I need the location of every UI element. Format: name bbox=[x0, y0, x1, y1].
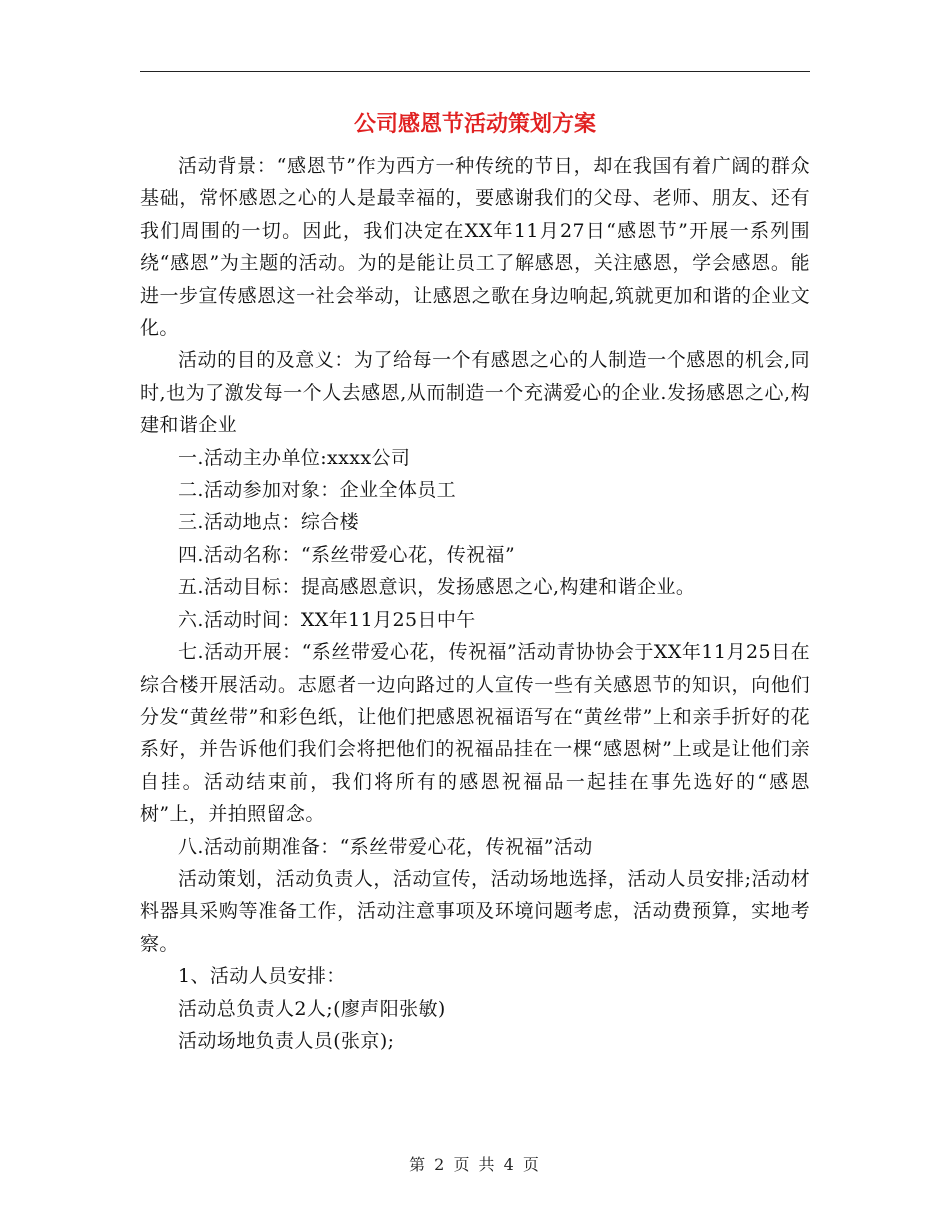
item-preparation: 八.活动前期准备：“系丝带爱心花，传祝福”活动 bbox=[178, 835, 593, 858]
item-activity-name: 四.活动名称：“系丝带爱心花，传祝福” bbox=[178, 543, 516, 566]
item-goal: 五.活动目标：提高感恩意识，发扬感恩之心,构建和谐企业。 bbox=[178, 576, 696, 599]
item-chief-leader: 活动总负责人2人;(廖声阳张敏) bbox=[178, 997, 446, 1020]
document-body bbox=[140, 150, 810, 1057]
page-footer: 第 2 页 共 4 页 bbox=[409, 1155, 541, 1174]
paragraph-purpose: 活动的目的及意义：为了给每一个有感恩之心的人制造一个感恩的机会,同时,也为了激发每一个人去感恩,从而制造一个充满爱心的企业.发扬感恩之心,构建和谐企业 bbox=[140, 349, 810, 437]
item-time: 六.活动时间：XX年11月25日中午 bbox=[178, 608, 476, 631]
subheading-staff-arrangement: 1、活动人员安排： bbox=[178, 965, 346, 988]
paragraph-preparation-details: 活动策划，活动负责人，活动宣传，活动场地选择，活动人员安排;活动材料器具采购等准备工作，活动注意事项及环境问题考虑，活动费预算，实地考察。 bbox=[140, 867, 810, 955]
item-venue-leader: 活动场地负责人员(张京); bbox=[178, 1029, 395, 1052]
item-location: 三.活动地点：综合楼 bbox=[178, 511, 360, 534]
header-rule bbox=[140, 71, 810, 72]
item-participants: 二.活动参加对象：企业全体员工 bbox=[178, 479, 457, 502]
item-organizer: 一.活动主办单位:xxxx公司 bbox=[178, 446, 411, 469]
document-title: 公司感恩节活动策划方案 bbox=[353, 112, 596, 137]
paragraph-background: 活动背景：“感恩节”作为西方一种传统的节日，却在我国有着广阔的群众基础，常怀感恩之心的人是最幸福的，要感谢我们的父母、老师、朋友、还有我们周围的一切。因此，我们决定在XX年11月27日“感恩节”开展一系列围绕“感恩”为主题的活动。为的是能让员工了解感恩，关注感恩，学会感恩。能进一步宣传感恩这一社会举动，让感恩之歌在身边响起,筑就更加和谐的企业文化。 bbox=[140, 155, 810, 340]
item-activity-development: 七.活动开展：“系丝带爱心花，传祝福”活动青协协会于XX年11月25日在综合楼开展活动。志愿者一边向路过的人宣传一些有关感恩节的知识，向他们分发“黄丝带”和彩色纸，让他们把感恩祝福语写在“黄丝带”上和亲手折好的花系好，并告诉他们我们会将把他们的祝福品挂在一棵“感恩树”上或是让他们亲自挂。活动结束前，我们将所有的感恩祝福品一起挂在事先选好的“感恩树”上，并拍照留念。 bbox=[140, 641, 810, 826]
